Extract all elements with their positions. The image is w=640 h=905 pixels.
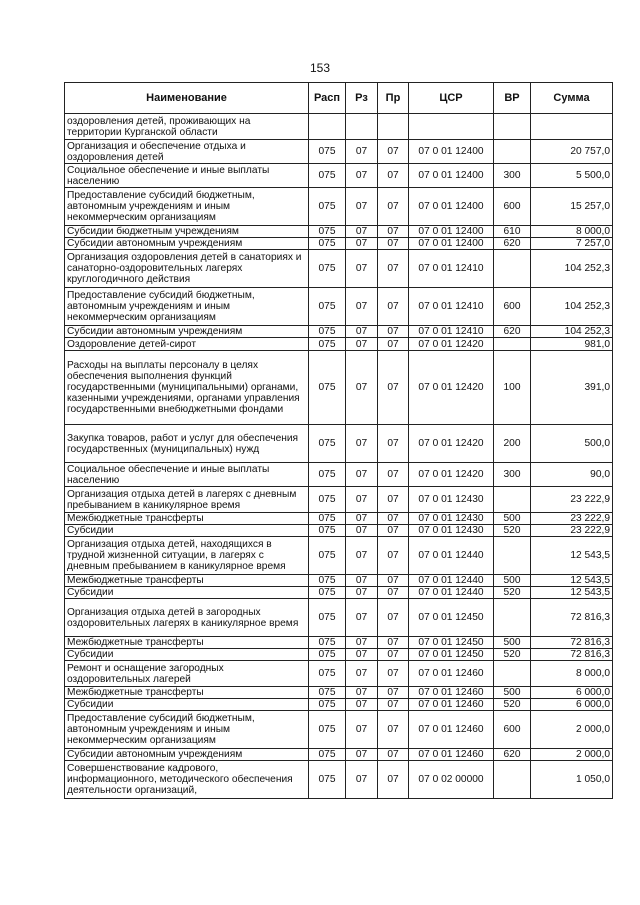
cell-pr: 07 [378, 649, 409, 661]
cell-sum: 23 222,9 [531, 525, 613, 537]
cell-vr [494, 250, 531, 288]
table-row [65, 250, 613, 288]
cell-name: Субсидии [65, 525, 309, 537]
cell-rz: 07 [346, 575, 378, 587]
cell-rz: 07 [346, 351, 378, 425]
cell-pr: 07 [378, 711, 409, 749]
table-row [65, 661, 613, 687]
cell-rasp: 075 [309, 351, 346, 425]
cell-sum: 5 500,0 [531, 164, 613, 188]
cell-sum: 104 252,3 [531, 288, 613, 326]
cell-name: Социальное обеспечение и иные выплаты населению [65, 164, 309, 188]
table-row [65, 599, 613, 637]
cell-csr: 07 0 01 12440 [409, 537, 494, 575]
cell-pr: 07 [378, 250, 409, 288]
cell-pr: 07 [378, 188, 409, 226]
cell-rz: 07 [346, 749, 378, 761]
cell-rz: 07 [346, 487, 378, 513]
cell-rasp: 075 [309, 238, 346, 250]
cell-vr: 600 [494, 188, 531, 226]
cell-rasp: 075 [309, 188, 346, 226]
cell-rasp: 075 [309, 661, 346, 687]
cell-csr: 07 0 01 12400 [409, 238, 494, 250]
cell-sum: 500,0 [531, 425, 613, 463]
cell-pr: 07 [378, 425, 409, 463]
cell-sum: 72 816,3 [531, 637, 613, 649]
cell-rz: 07 [346, 164, 378, 188]
cell-vr: 500 [494, 637, 531, 649]
cell-rasp: 075 [309, 699, 346, 711]
cell-name: Расходы на выплаты персоналу в целях обеспечения выполнения функций государственными (муниципальными) органами, казенными учреждениями, органами управления государственными внебюджетными фондами [65, 351, 309, 425]
cell-vr: 300 [494, 463, 531, 487]
header-csr: ЦСР [409, 83, 494, 114]
table-row [65, 513, 613, 525]
cell-csr: 07 0 01 12420 [409, 463, 494, 487]
cell-rasp: 075 [309, 575, 346, 587]
cell-rasp: 075 [309, 425, 346, 463]
cell-sum: 15 257,0 [531, 188, 613, 226]
cell-vr [494, 140, 531, 164]
cell-csr: 07 0 01 12420 [409, 338, 494, 351]
table-row [65, 338, 613, 351]
cell-pr: 07 [378, 537, 409, 575]
cell-vr: 100 [494, 351, 531, 425]
cell-rz: 07 [346, 250, 378, 288]
cell-rasp: 075 [309, 326, 346, 338]
cell-vr: 520 [494, 649, 531, 661]
cell-name: Субсидии [65, 699, 309, 711]
cell-csr: 07 0 01 12460 [409, 687, 494, 699]
cell-rz: 07 [346, 513, 378, 525]
cell-rz: 07 [346, 761, 378, 799]
cell-rz: 07 [346, 711, 378, 749]
table-row [65, 575, 613, 587]
cell-rasp: 075 [309, 140, 346, 164]
cell-name: Совершенствование кадрового, информационного, методического обеспечения деятельности организаций, [65, 761, 309, 799]
table-row [65, 164, 613, 188]
table-header-row [65, 83, 613, 114]
cell-sum: 2 000,0 [531, 749, 613, 761]
cell-name: Межбюджетные трансферты [65, 575, 309, 587]
cell-csr: 07 0 01 12430 [409, 487, 494, 513]
cell-rasp: 075 [309, 649, 346, 661]
cell-vr: 500 [494, 513, 531, 525]
cell-rz: 07 [346, 140, 378, 164]
cell-rasp: 075 [309, 226, 346, 238]
cell-csr: 07 0 01 12450 [409, 637, 494, 649]
table-row [65, 425, 613, 463]
cell-sum: 23 222,9 [531, 487, 613, 513]
cell-vr [494, 537, 531, 575]
cell-csr [409, 114, 494, 140]
cell-vr: 200 [494, 425, 531, 463]
cell-vr: 500 [494, 687, 531, 699]
cell-pr [378, 114, 409, 140]
cell-rz: 07 [346, 661, 378, 687]
cell-sum: 981,0 [531, 338, 613, 351]
budget-table [64, 82, 613, 799]
cell-csr: 07 0 01 12450 [409, 649, 494, 661]
cell-pr: 07 [378, 288, 409, 326]
cell-sum: 104 252,3 [531, 326, 613, 338]
cell-rasp: 075 [309, 599, 346, 637]
cell-rz: 07 [346, 326, 378, 338]
cell-name: Ремонт и оснащение загородных оздоровительных лагерей [65, 661, 309, 687]
cell-vr: 520 [494, 525, 531, 537]
table-row [65, 114, 613, 140]
cell-rz: 07 [346, 687, 378, 699]
cell-rasp: 075 [309, 164, 346, 188]
cell-pr: 07 [378, 599, 409, 637]
cell-csr: 07 0 01 12400 [409, 164, 494, 188]
cell-sum: 12 543,5 [531, 587, 613, 599]
cell-vr [494, 761, 531, 799]
cell-sum: 8 000,0 [531, 226, 613, 238]
cell-rasp: 075 [309, 463, 346, 487]
cell-pr: 07 [378, 487, 409, 513]
cell-csr: 07 0 01 12440 [409, 587, 494, 599]
table-row [65, 761, 613, 799]
cell-rasp [309, 114, 346, 140]
cell-csr: 07 0 01 12420 [409, 351, 494, 425]
header-sum: Сумма [531, 83, 613, 114]
cell-rasp: 075 [309, 711, 346, 749]
cell-rasp: 075 [309, 761, 346, 799]
cell-vr: 610 [494, 226, 531, 238]
cell-name: Межбюджетные трансферты [65, 687, 309, 699]
table-row [65, 288, 613, 326]
cell-rz: 07 [346, 226, 378, 238]
cell-pr: 07 [378, 164, 409, 188]
table-row [65, 649, 613, 661]
cell-pr: 07 [378, 637, 409, 649]
cell-name: Организация отдыха детей в загородных оздоровительных лагерях в каникулярное время [65, 599, 309, 637]
cell-rasp: 075 [309, 338, 346, 351]
cell-sum: 6 000,0 [531, 699, 613, 711]
cell-sum: 391,0 [531, 351, 613, 425]
cell-name: Межбюджетные трансферты [65, 637, 309, 649]
cell-csr: 07 0 01 12410 [409, 288, 494, 326]
cell-name: Предоставление субсидий бюджетным, автономным учреждениям и иным некоммерческим организациям [65, 288, 309, 326]
cell-vr: 520 [494, 587, 531, 599]
cell-pr: 07 [378, 661, 409, 687]
cell-sum: 8 000,0 [531, 661, 613, 687]
cell-rz: 07 [346, 637, 378, 649]
table-row [65, 351, 613, 425]
cell-name: Субсидии автономным учреждениям [65, 749, 309, 761]
cell-csr: 07 0 01 12420 [409, 425, 494, 463]
cell-rz: 07 [346, 649, 378, 661]
cell-rasp: 075 [309, 587, 346, 599]
cell-name: Организация отдыха детей в лагерях с дневным пребыванием в каникулярное время [65, 487, 309, 513]
cell-rasp: 075 [309, 250, 346, 288]
cell-rasp: 075 [309, 513, 346, 525]
cell-rz: 07 [346, 188, 378, 226]
cell-rz: 07 [346, 525, 378, 537]
table-row [65, 525, 613, 537]
cell-vr [494, 487, 531, 513]
cell-vr: 520 [494, 699, 531, 711]
cell-sum: 2 000,0 [531, 711, 613, 749]
cell-pr: 07 [378, 338, 409, 351]
cell-pr: 07 [378, 238, 409, 250]
table-body [65, 114, 613, 799]
cell-rasp: 075 [309, 637, 346, 649]
cell-pr: 07 [378, 587, 409, 599]
cell-csr: 07 0 01 12430 [409, 525, 494, 537]
table-row [65, 140, 613, 164]
cell-rz: 07 [346, 463, 378, 487]
cell-vr: 300 [494, 164, 531, 188]
header-pr: Пр [378, 83, 409, 114]
cell-rz [346, 114, 378, 140]
table-row [65, 326, 613, 338]
cell-csr: 07 0 01 12400 [409, 188, 494, 226]
cell-sum: 12 543,5 [531, 575, 613, 587]
cell-name: Субсидии бюджетным учреждениям [65, 226, 309, 238]
cell-vr [494, 114, 531, 140]
cell-vr [494, 338, 531, 351]
cell-rz: 07 [346, 599, 378, 637]
cell-csr: 07 0 01 12460 [409, 699, 494, 711]
cell-name: Предоставление субсидий бюджетным, автономным учреждениям и иным некоммерческим организациям [65, 188, 309, 226]
cell-pr: 07 [378, 525, 409, 537]
cell-pr: 07 [378, 463, 409, 487]
cell-name: Межбюджетные трансферты [65, 513, 309, 525]
cell-rasp: 075 [309, 537, 346, 575]
cell-csr: 07 0 01 12460 [409, 711, 494, 749]
table-row [65, 537, 613, 575]
cell-sum: 12 543,5 [531, 537, 613, 575]
cell-csr: 07 0 01 12400 [409, 226, 494, 238]
cell-rz: 07 [346, 238, 378, 250]
table-row [65, 226, 613, 238]
cell-csr: 07 0 01 12460 [409, 749, 494, 761]
header-rz: Рз [346, 83, 378, 114]
cell-name: Субсидии [65, 587, 309, 599]
table-row [65, 463, 613, 487]
table-row [65, 238, 613, 250]
cell-sum: 20 757,0 [531, 140, 613, 164]
cell-rasp: 075 [309, 288, 346, 326]
cell-name: оздоровления детей, проживающих на территории Курганской области [65, 114, 309, 140]
cell-rz: 07 [346, 587, 378, 599]
cell-name: Субсидии автономным учреждениям [65, 326, 309, 338]
cell-name: Организация оздоровления детей в санаториях и санаторно-оздоровительных лагерях круглогодичного действия [65, 250, 309, 288]
table-row [65, 699, 613, 711]
cell-sum: 6 000,0 [531, 687, 613, 699]
cell-rasp: 075 [309, 525, 346, 537]
cell-csr: 07 0 01 12430 [409, 513, 494, 525]
cell-vr: 600 [494, 711, 531, 749]
cell-pr: 07 [378, 140, 409, 164]
cell-pr: 07 [378, 513, 409, 525]
cell-rz: 07 [346, 699, 378, 711]
cell-sum: 90,0 [531, 463, 613, 487]
cell-name: Предоставление субсидий бюджетным, автономным учреждениям и иным некоммерческим организациям [65, 711, 309, 749]
table-row [65, 749, 613, 761]
table-row [65, 487, 613, 513]
cell-vr [494, 661, 531, 687]
cell-rz: 07 [346, 288, 378, 326]
table-row [65, 711, 613, 749]
cell-csr: 07 0 01 12450 [409, 599, 494, 637]
cell-vr: 500 [494, 575, 531, 587]
cell-rz: 07 [346, 425, 378, 463]
cell-vr: 620 [494, 238, 531, 250]
table-row [65, 587, 613, 599]
cell-csr: 07 0 01 12410 [409, 326, 494, 338]
cell-name: Оздоровление детей-сирот [65, 338, 309, 351]
page-number: 153 [309, 61, 331, 75]
cell-pr: 07 [378, 749, 409, 761]
cell-csr: 07 0 01 12400 [409, 140, 494, 164]
cell-vr: 620 [494, 326, 531, 338]
cell-name: Организация и обеспечение отдыха и оздоровления детей [65, 140, 309, 164]
cell-sum: 104 252,3 [531, 250, 613, 288]
cell-pr: 07 [378, 699, 409, 711]
cell-name: Субсидии [65, 649, 309, 661]
cell-name: Социальное обеспечение и иные выплаты населению [65, 463, 309, 487]
cell-name: Организация отдыха детей, находящихся в трудной жизненной ситуации, в лагерях с дневным пребыванием в каникулярное время [65, 537, 309, 575]
cell-rasp: 075 [309, 687, 346, 699]
header-name: Наименование [65, 83, 309, 114]
cell-pr: 07 [378, 761, 409, 799]
table-row [65, 637, 613, 649]
cell-sum: 7 257,0 [531, 238, 613, 250]
cell-vr: 620 [494, 749, 531, 761]
cell-sum [531, 114, 613, 140]
cell-csr: 07 0 02 00000 [409, 761, 494, 799]
cell-rasp: 075 [309, 749, 346, 761]
cell-pr: 07 [378, 575, 409, 587]
cell-rz: 07 [346, 338, 378, 351]
cell-pr: 07 [378, 687, 409, 699]
cell-vr [494, 599, 531, 637]
cell-csr: 07 0 01 12460 [409, 661, 494, 687]
table-row [65, 687, 613, 699]
cell-sum: 72 816,3 [531, 599, 613, 637]
cell-pr: 07 [378, 326, 409, 338]
cell-rasp: 075 [309, 487, 346, 513]
cell-pr: 07 [378, 351, 409, 425]
cell-csr: 07 0 01 12410 [409, 250, 494, 288]
header-vr: ВР [494, 83, 531, 114]
cell-sum: 72 816,3 [531, 649, 613, 661]
cell-sum: 1 050,0 [531, 761, 613, 799]
cell-csr: 07 0 01 12440 [409, 575, 494, 587]
table-row [65, 188, 613, 226]
cell-name: Субсидии автономным учреждениям [65, 238, 309, 250]
header-rasp: Расп [309, 83, 346, 114]
cell-name: Закупка товаров, работ и услуг для обеспечения государственных (муниципальных) нужд [65, 425, 309, 463]
cell-vr: 600 [494, 288, 531, 326]
cell-rz: 07 [346, 537, 378, 575]
cell-sum: 23 222,9 [531, 513, 613, 525]
cell-pr: 07 [378, 226, 409, 238]
